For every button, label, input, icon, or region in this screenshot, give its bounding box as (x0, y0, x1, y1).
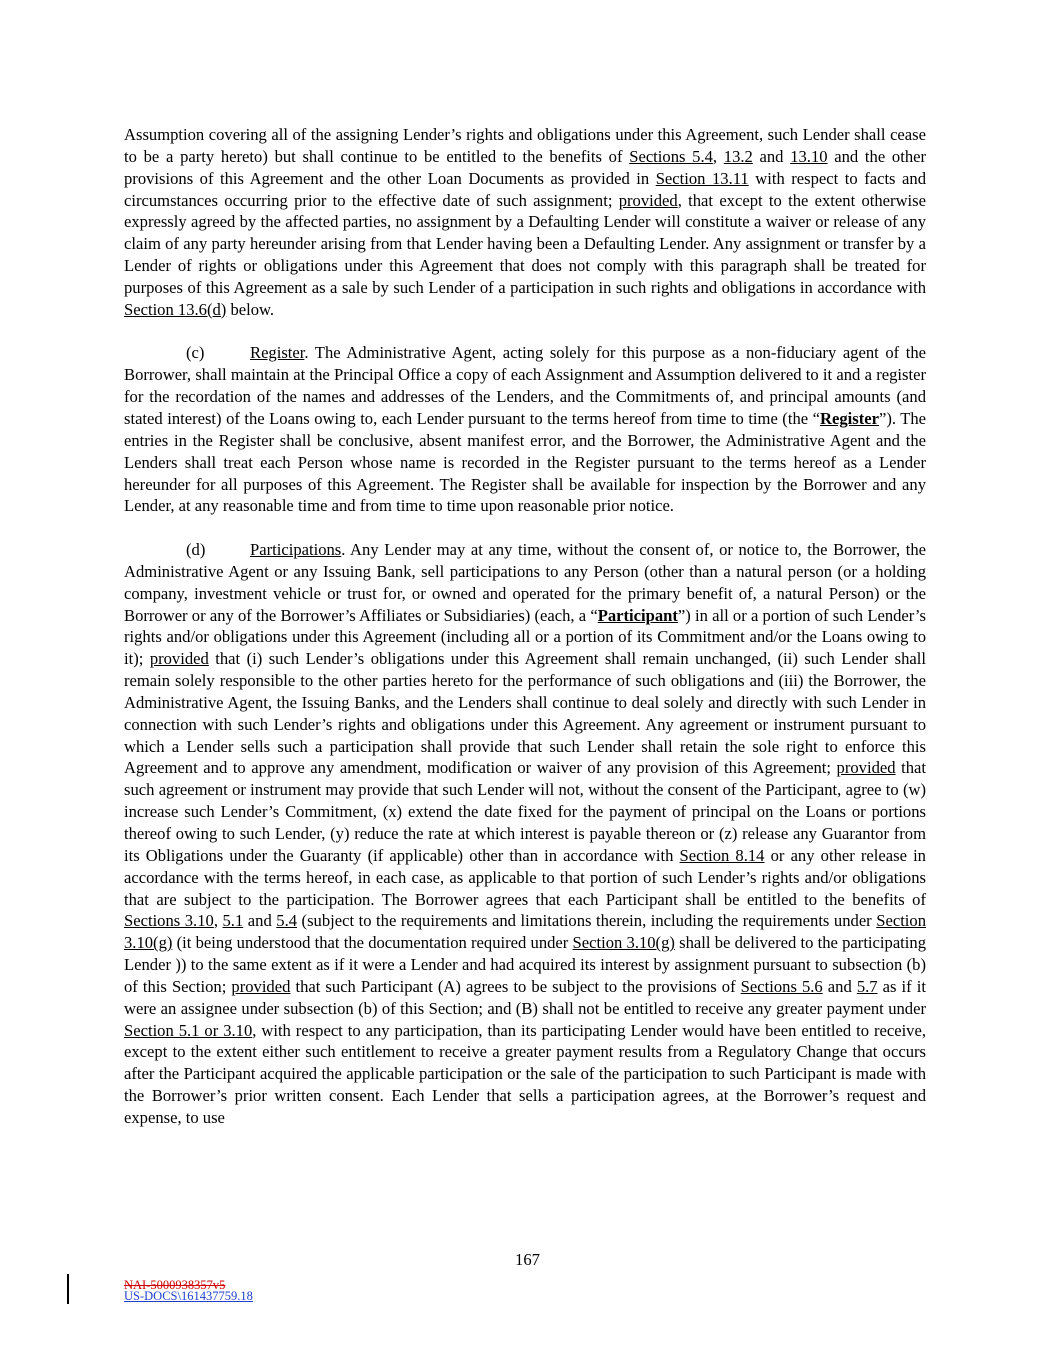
document-body (124, 124, 926, 1151)
text: , (712, 146, 724, 166)
paragraph-participations (124, 539, 926, 1129)
text: , with respect to any participation, than its participating Lender would have been entitled to receive, except to the extent either such entitlement to receive a greater payment results from a Regulatory Change that occurs after the Participant acquired the applicable participation or the sale of the participation to such Participant is made with the Borrower’s prior written consent. Each Lender that sells a participation agrees, at the Borrower’s request and expense, to use (124, 1020, 926, 1127)
text: and (752, 146, 791, 166)
text: (it being understood that the documentation required under (172, 933, 573, 953)
cross-reference: Sections 5.6 (740, 976, 823, 996)
cross-reference: Section 13.11 (655, 168, 749, 188)
doc-id-deleted: NAI-5000938357v5 (124, 1278, 226, 1292)
text: as if it were an assignee under subsection (b) of this Section; and (B) shall not be entitled to receive any greater payment under (124, 976, 926, 1018)
paragraph-assignment-continuation (124, 124, 926, 321)
cross-reference: 5.1 (222, 911, 244, 931)
text: and the other provisions of this Agreement and the other Loan Documents as provided in (124, 146, 927, 188)
page-number: 167 (515, 1250, 540, 1269)
text: ”). The entries in the Register shall be conclusive, absent manifest error, and the Borrower, the Administrative Agent and the Lenders shall treat each Person whose name is recorded in the Register pursuant to the terms hereof as a Lender hereunder for all purposes of this Agreement. The Register shall be available for inspection by the Borrower and any Lender, at any reasonable time and from time to time upon reasonable prior notice. (124, 408, 927, 516)
clause-number: (c) (186, 343, 205, 363)
cross-reference: 5.4 (276, 911, 298, 931)
defined-term: Participant (597, 605, 678, 625)
text: that such agreement or instrument may provide that such Lender will not, without the consent of the Participant, agree to (w) increase such Lender’s Commitment, (x) extend the date fixed for the payment of principal on the Loans or portions thereof owing to such Lender, (y) reduce the rate at which interest is payable thereon or (z) release any Guarantor from its Obligations under the Guaranty (if applicable) other than in accordance with (124, 758, 926, 865)
text: ”) in all or a portion of such Lender’s rights and/or obligations under this Agreement (including all or a portion of its Commitment and/or the Loans owing to it); (124, 605, 926, 669)
text: shall be delivered to the participating Lender )) to the same extent as if it were a Lender and had acquired its interest by assignment pursuant to subsection (b) of this Section; (124, 933, 926, 996)
provided-term: provided (149, 649, 209, 669)
provided-term: provided (231, 976, 291, 996)
clause-heading: Participations (250, 540, 342, 560)
text: . The Administrative Agent, acting solely for this purpose as a non-fiduciary agent of the Borrower, shall maintain at the Principal Office a copy of each Assignment and Assumption delivered to it and a register for the recordation of the names and addresses of the Lenders, and the Commitments of, and principal amounts (and stated interest) of the Loans owing to, each Lender pursuant to the terms hereof from time to time (the “ (124, 343, 926, 428)
text: , (213, 911, 223, 931)
text: below. (226, 299, 275, 319)
cross-reference: 5.7 (856, 976, 878, 996)
text: that such Participant (A) agrees to be subject to the provisions of (290, 976, 741, 996)
cross-reference: Sections 3.10 (124, 911, 214, 931)
cross-reference: Section 5.1 or 3.10 (124, 1020, 253, 1040)
clause-heading: Register (250, 343, 305, 363)
cross-reference: Section 3.10(g) (124, 911, 927, 953)
cross-reference: Section 13.6(d) (124, 299, 227, 319)
change-bar (67, 1274, 69, 1304)
defined-term: Register (819, 408, 879, 428)
cross-reference: Sections 5.4 (629, 146, 713, 166)
text: and (822, 976, 857, 996)
text: (subject to the requirements and limitations therein, including the requirements under (297, 911, 877, 931)
text: . Any Lender may at any time, without the consent of, or notice to, the Borrower, the Administrative Agent or any Issuing Bank, sell participations to any Person (other than a natural person (or a holding company, investment vehicle or trust for, or owned and operated for the primary benefit of, a natural Person) or the Borrower or any of the Borrower’s Affiliates or Subsidiaries) (each, a “ (124, 540, 926, 625)
cross-reference: Section 8.14 (679, 845, 765, 865)
cross-reference: 13.2 (723, 146, 753, 166)
paragraph-register (124, 342, 926, 517)
text: that (i) such Lender’s obligations under this Agreement shall remain unchanged, (ii) such Lender shall remain solely responsible to the other parties hereto for the performance of such obligations and (iii) the Borrower, the Administrative Agent, the Issuing Banks, and the Lenders shall continue to deal solely and directly with such Lender in connection with such Lender’s rights and obligations under this Agreement. Any agreement or instrument pursuant to which a Lender sells such a participation shall provide that such Lender shall retain the sole right to enforce this Agreement and to approve any amendment, modification or waiver of any provision of this Agreement; (124, 649, 926, 778)
provided-term: provided (618, 190, 678, 210)
doc-id-inserted: US-DOCS\161437759.18 (124, 1289, 253, 1303)
text: and (243, 911, 277, 931)
clause-number: (d) (186, 540, 206, 560)
text: with respect to facts and circumstances occurring prior to the effective date of such assignment; (124, 168, 926, 210)
cross-reference: Section 3.10(g) (572, 933, 675, 953)
text: , that except to the extent otherwise expressly agreed by the affected parties, no assignment by a Defaulting Lender will constitute a waiver or release of any claim of any party hereunder arising from that Lender having been a Defaulting Lender. Any assignment or transfer by a Lender of rights or obligations under this Agreement that does not comply with this paragraph shall be treated for purposes of this Agreement as a sale by such Lender of a participation in such rights and obligations in accordance with (124, 190, 926, 297)
provided-term: provided (836, 758, 896, 778)
cross-reference: 13.10 (790, 146, 828, 166)
text: Assumption covering all of the assigning Lender’s rights and obligations under this Agreement, such Lender shall cease to be a party hereto) but shall continue to be entitled to the benefits of (124, 125, 926, 166)
text: or any other release in accordance with the terms hereof, in each case, as applicable to that portion of such Lender’s rights and/or obligations that are subject to the participation. The Borrower agrees that each Participant shall be entitled to the benefits of (124, 845, 926, 909)
